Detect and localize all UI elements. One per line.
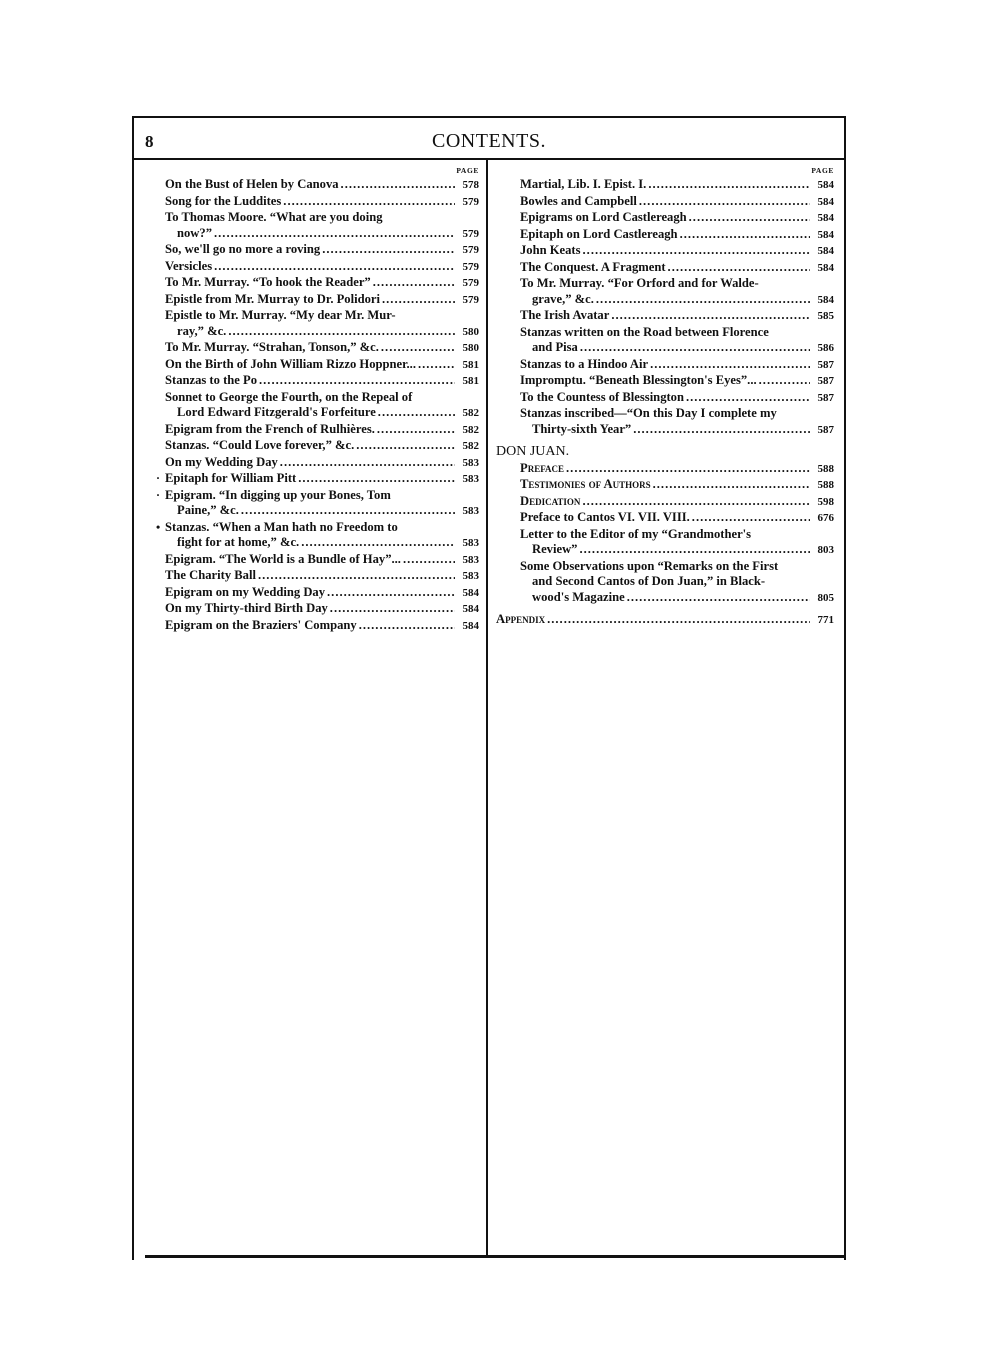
- entry-title: The Charity Ball: [165, 568, 256, 582]
- entry-title: Paine,” &c.: [177, 503, 239, 517]
- entry-title: Testimonies of Authors: [520, 477, 651, 491]
- page-title: CONTENTS.: [432, 130, 546, 152]
- entry-page-number: 579: [462, 244, 479, 256]
- entry-page-number: 584: [462, 603, 479, 615]
- dot-leader: [566, 461, 810, 477]
- entry-page-number: 587: [817, 358, 834, 371]
- dot-leader: [653, 477, 810, 493]
- entry-title: Review”: [532, 542, 578, 556]
- toc-entry: [165, 455, 479, 472]
- entry-page-number: 579: [462, 195, 479, 208]
- entry-title: Impromptu. “Beneath Blessington's Eyes”...: [520, 373, 757, 387]
- entry-page-number: 582: [462, 407, 479, 419]
- entry-list: [156, 177, 479, 634]
- dot-leader: [583, 243, 810, 259]
- dot-leader: [668, 260, 810, 276]
- entry-list: [520, 461, 834, 607]
- margin-mark: •: [156, 519, 161, 534]
- toc-entry: [520, 260, 834, 277]
- dot-leader: [322, 242, 455, 258]
- entry-page-number: 676: [817, 512, 834, 524]
- entry-page-number: 583: [462, 553, 479, 566]
- toc-entry: [165, 422, 479, 439]
- dot-leader: [382, 292, 455, 308]
- entry-title: Some Observations upon “Remarks on the First: [520, 558, 779, 573]
- entry-title: To Mr. Murray. “Strahan, Tonson,” &c.: [165, 340, 379, 354]
- toc-entry: [165, 194, 479, 211]
- entry-title: Stanzas. “When a Man hath no Freedom to: [165, 519, 398, 534]
- entry-page-number: 584: [817, 228, 834, 241]
- toc-entry: [165, 585, 479, 602]
- entry-page-number: 583: [462, 537, 479, 549]
- entry-title: ray,” &c.: [177, 323, 227, 338]
- entry-page-number: 579: [462, 227, 479, 240]
- toc-entry: [520, 227, 834, 244]
- toc-entry: [520, 373, 834, 390]
- dot-leader: [381, 340, 455, 356]
- toc-entry: [165, 357, 479, 374]
- contents-column-left: [156, 166, 479, 634]
- entry-page-number: 587: [817, 391, 834, 404]
- dot-leader: [356, 438, 455, 454]
- dot-leader: [330, 601, 455, 617]
- toc-entry: [165, 242, 479, 259]
- dot-leader: [258, 568, 455, 584]
- page-column-label: PAGE: [811, 166, 834, 175]
- toc-entry: [165, 259, 479, 276]
- toc-entry: [520, 559, 834, 607]
- toc-entry: [156, 519, 479, 552]
- entry-title: Epitaph for William Pitt: [165, 471, 297, 485]
- entry-title: Lord Edward Fitzgerald's Forfeiture: [177, 405, 376, 419]
- dot-leader: [547, 612, 810, 628]
- entry-page-number: 583: [462, 456, 479, 469]
- entry-page-number: 598: [817, 495, 834, 508]
- entry-title: The Conquest. A Fragment: [520, 259, 666, 274]
- toc-entry: [520, 194, 834, 211]
- entry-title: and Second Cantos of Don Juan,” in Black-: [532, 574, 766, 588]
- entry-title: Dedication: [520, 493, 581, 508]
- entry-page-number: 584: [462, 619, 479, 632]
- section-heading-don-juan: DON JUAN.: [496, 444, 570, 459]
- dot-leader: [359, 618, 455, 634]
- toc-entry: [156, 487, 479, 520]
- dot-leader: [214, 226, 455, 242]
- toc-entry: [165, 177, 479, 194]
- entry-title: On the Bust of Helen by Canova: [165, 177, 339, 191]
- entry-title: Epistle from Mr. Murray to Dr. Polidori: [165, 291, 380, 306]
- entry-title: Martial, Lib. I. Epist. I.: [520, 177, 647, 191]
- margin-mark: ·: [156, 471, 161, 485]
- dot-leader: [639, 194, 810, 210]
- entry-page-number: 584: [817, 195, 834, 208]
- entry-page-number: 584: [817, 179, 834, 191]
- entry-page-number: 803: [817, 544, 834, 556]
- toc-entry: [165, 552, 479, 569]
- entry-title: Epitaph on Lord Castlereagh: [520, 226, 678, 241]
- toc-entry: [520, 276, 834, 308]
- dot-leader: [689, 210, 810, 226]
- entry-page-number: 805: [817, 591, 834, 604]
- entry-title: Preface to Cantos VI. VII. VIII.: [520, 510, 690, 524]
- dot-leader: [582, 494, 810, 510]
- dot-leader: [418, 357, 455, 373]
- dot-leader: [280, 455, 455, 471]
- entry-page-number: 586: [817, 342, 834, 354]
- dot-leader: [228, 324, 455, 340]
- entry-title: Epigrams on Lord Castlereagh: [520, 210, 687, 224]
- entry-page-number: 581: [462, 358, 479, 371]
- dot-leader: [692, 510, 810, 526]
- entry-page-number: 580: [462, 325, 479, 338]
- toc-entry: [520, 357, 834, 374]
- toc-entry: [165, 210, 479, 242]
- entry-page-number: 579: [462, 293, 479, 306]
- dot-leader: [596, 292, 810, 308]
- dot-leader: [403, 552, 455, 568]
- entry-page-number: 582: [462, 423, 479, 436]
- toc-entry: [520, 325, 834, 357]
- toc-entry: [520, 308, 834, 325]
- page-column-label: PAGE: [456, 166, 479, 175]
- toc-entry: [520, 494, 834, 511]
- toc-entry: [165, 292, 479, 309]
- entry-title: Stanzas written on the Road between Florence: [520, 324, 769, 339]
- dot-leader: [259, 373, 455, 389]
- dot-leader: [611, 308, 810, 324]
- dot-leader: [580, 340, 810, 356]
- entry-title: On my Wedding Day: [165, 454, 278, 469]
- toc-entry: [496, 612, 834, 629]
- dot-leader: [214, 259, 455, 275]
- dot-leader: [579, 542, 810, 558]
- entry-page-number: 587: [817, 375, 834, 387]
- entry-page-number: 583: [462, 505, 479, 517]
- toc-entry: [520, 510, 834, 527]
- entry-title: now?”: [177, 225, 212, 240]
- entry-title: Epigram. “The World is a Bundle of Hay”...: [165, 551, 401, 566]
- entry-page-number: 583: [462, 473, 479, 485]
- entry-page-number: 582: [462, 440, 479, 452]
- entry-title: fight for at home,” &c.: [177, 535, 300, 549]
- toc-entry: [520, 243, 834, 260]
- toc-entry: [520, 177, 834, 194]
- dot-leader: [377, 422, 455, 438]
- toc-entry: [520, 210, 834, 227]
- toc-entry: [520, 390, 834, 407]
- entry-page-number: 771: [817, 614, 834, 626]
- entry-title: Epistle to Mr. Murray. “My dear Mr. Mur-: [165, 308, 396, 322]
- entry-title: grave,” &c.: [532, 291, 594, 306]
- entry-title: Stanzas to a Hindoo Air: [520, 356, 649, 371]
- entry-title: To Mr. Murray. “For Orford and for Walde-: [520, 276, 759, 290]
- entry-list: [520, 177, 834, 438]
- toc-entry: [520, 477, 834, 494]
- toc-entry: [520, 406, 834, 438]
- entry-title: Letter to the Editor of my “Grandmother's: [520, 526, 752, 541]
- dot-leader: [373, 275, 455, 291]
- entry-page-number: 584: [462, 586, 479, 599]
- entry-page-number: 584: [817, 261, 834, 274]
- dot-leader: [298, 471, 455, 487]
- entry-title: Appendix: [496, 612, 546, 626]
- toc-entry: [520, 461, 834, 478]
- entry-page-number: 587: [817, 423, 834, 436]
- entry-title: Versicles: [165, 258, 213, 273]
- entry-page-number: 588: [817, 462, 834, 475]
- entry-title: Song for the Luddites: [165, 193, 282, 208]
- dot-leader: [759, 373, 810, 389]
- entry-title: To the Countess of Blessington: [520, 389, 684, 404]
- page-number: 8: [145, 132, 154, 151]
- entry-title: The Irish Avatar: [520, 308, 610, 322]
- dot-leader: [341, 177, 455, 193]
- entry-page-number: 578: [462, 179, 479, 191]
- entry-title: To Mr. Murray. “To hook the Reader”: [165, 275, 371, 289]
- appendix-entry: [496, 612, 834, 629]
- entry-page-number: 588: [817, 479, 834, 491]
- dot-leader: [633, 422, 810, 438]
- entry-title: Thirty-sixth Year”: [532, 421, 632, 436]
- entry-page-number: 579: [462, 260, 479, 273]
- entry-page-number: 585: [817, 310, 834, 322]
- toc-entry: [165, 601, 479, 618]
- entry-page-number: 583: [462, 570, 479, 582]
- toc-entry: [165, 308, 479, 340]
- dot-leader: [627, 590, 810, 606]
- entry-title: On the Birth of John William Rizzo Hoppner...: [165, 356, 416, 371]
- entry-page-number: 581: [462, 375, 479, 387]
- entry-title: Sonnet to George the Fourth, on the Repeal of: [165, 389, 413, 404]
- entry-title: wood's Magazine: [532, 589, 625, 604]
- bottom-rule: [145, 1255, 845, 1258]
- toc-entry: [165, 568, 479, 585]
- entry-title: So, we'll go no more a roving: [165, 242, 321, 256]
- dot-leader: [686, 390, 810, 406]
- dot-leader: [283, 194, 455, 210]
- entry-title: and Pisa: [532, 340, 578, 354]
- entry-page-number: 584: [817, 212, 834, 224]
- entry-title: Preface: [520, 460, 565, 475]
- margin-mark: ·: [156, 487, 161, 502]
- entry-page-number: 579: [462, 277, 479, 289]
- entry-page-number: 584: [817, 245, 834, 257]
- dot-leader: [648, 177, 810, 193]
- toc-entry: [165, 275, 479, 292]
- dot-leader: [650, 357, 810, 373]
- entry-title: Stanzas inscribed—“On this Day I complete my: [520, 406, 777, 420]
- dot-leader: [680, 227, 810, 243]
- entry-title: Epigram. “In digging up your Bones, Tom: [165, 487, 391, 502]
- dot-leader: [378, 405, 455, 421]
- entry-page-number: 584: [817, 293, 834, 306]
- entry-title: Stanzas to the Po: [165, 373, 257, 387]
- column-divider: [486, 160, 488, 1257]
- toc-entry: [156, 471, 479, 488]
- entry-title: Epigram on my Wedding Day: [165, 584, 326, 599]
- toc-entry: [165, 438, 479, 455]
- header-rule: [132, 158, 844, 160]
- toc-entry: [165, 340, 479, 357]
- entry-title: Epigram on the Braziers' Company: [165, 617, 357, 632]
- toc-entry: [165, 618, 479, 635]
- entry-title: Bowles and Campbell: [520, 193, 637, 208]
- toc-entry: [165, 373, 479, 390]
- dot-leader: [327, 585, 455, 601]
- entry-title: Stanzas. “Could Love forever,” &c.: [165, 438, 355, 452]
- entry-title: Epigram from the French of Rulhières.: [165, 421, 375, 436]
- entry-title: To Thomas Moore. “What are you doing: [165, 210, 383, 224]
- toc-entry: [520, 527, 834, 559]
- toc-entry: [165, 390, 479, 422]
- dot-leader: [241, 503, 455, 519]
- entry-page-number: 580: [462, 342, 479, 354]
- entry-title: On my Thirty-third Birth Day: [165, 601, 328, 615]
- contents-column-right: [496, 166, 834, 629]
- entry-title: John Keats: [520, 243, 581, 257]
- dot-leader: [301, 535, 455, 551]
